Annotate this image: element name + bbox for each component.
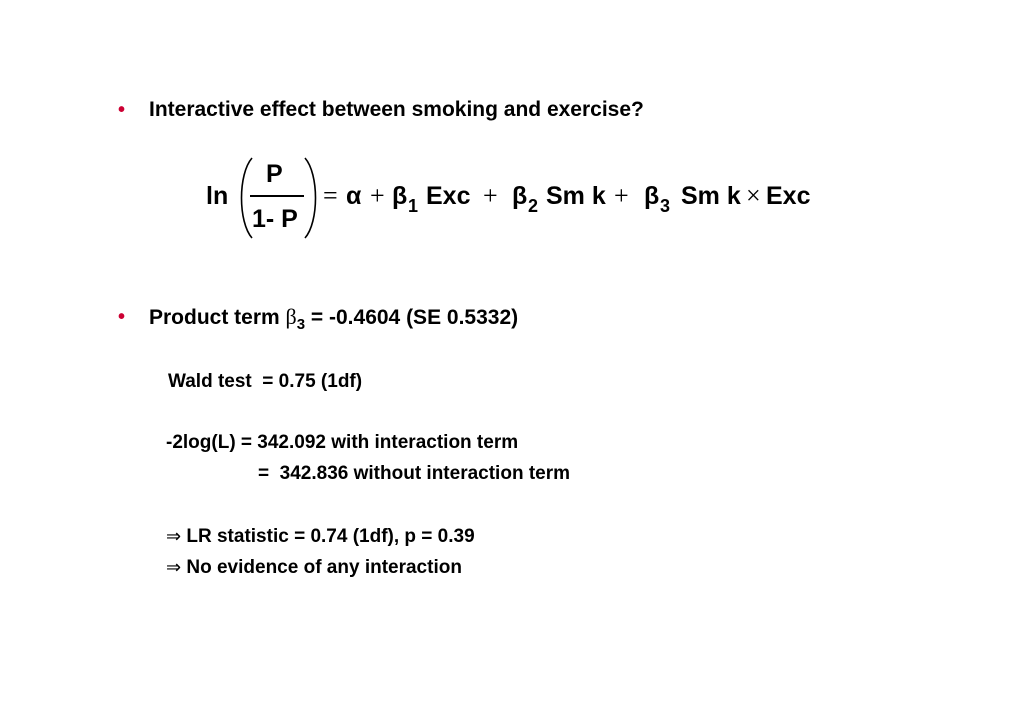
eq-plus-1: +: [370, 181, 385, 210]
bullet-marker: •: [118, 306, 126, 328]
eq-smk-1: Sm k: [546, 182, 606, 210]
eq-beta-1: β: [392, 182, 408, 210]
fraction-bar: [250, 195, 304, 197]
conclusion-text: No evidence of any interaction: [181, 557, 462, 578]
bullet-product-term: [149, 305, 518, 332]
lr-statistic-text: LR statistic = 0.74 (1df), p = 0.39: [181, 526, 475, 547]
product-term-beta: β: [285, 304, 297, 329]
eq-beta-2: β: [512, 182, 528, 210]
eq-numerator: P: [266, 160, 283, 188]
product-term-prefix: Product term: [149, 306, 286, 329]
eq-beta-1-sub: 1: [408, 196, 419, 216]
eq-beta-3: β: [644, 182, 660, 210]
lr-statistic-line: [166, 526, 475, 548]
eq-beta-2-sub: 2: [528, 196, 539, 216]
eq-smk-2: Sm k: [681, 182, 741, 210]
product-term-suffix: = -0.4604 (SE 0.5332): [305, 306, 519, 329]
product-term-beta-sub: 3: [296, 316, 306, 333]
eq-equals: =: [323, 181, 338, 210]
wald-test-line: Wald test = 0.75 (1df): [168, 371, 363, 392]
eq-ln: ln: [206, 182, 229, 210]
eq-plus-3: +: [614, 181, 629, 210]
eq-denominator: 1- P: [252, 205, 298, 233]
implies-icon: ⇒: [166, 526, 182, 547]
eq-beta-3-sub: 3: [660, 196, 671, 216]
eq-times: ×: [746, 181, 761, 210]
eq-alpha: α: [346, 182, 362, 210]
eq-exc-1: Exc: [426, 182, 471, 210]
loglik-with-line: -2log(L) = 342.092 with interaction term: [166, 432, 519, 453]
bullet-question: Interactive effect between smoking and exercise?: [149, 98, 644, 121]
logit-equation: [200, 150, 840, 245]
eq-exc-2: Exc: [766, 182, 811, 210]
eq-plus-2: +: [483, 181, 498, 210]
bullet-marker: •: [118, 99, 126, 121]
right-paren: [301, 156, 323, 240]
conclusion-line: [166, 557, 462, 579]
loglik-without-line: = 342.836 without interaction term: [258, 463, 571, 484]
implies-icon: ⇒: [166, 557, 182, 578]
